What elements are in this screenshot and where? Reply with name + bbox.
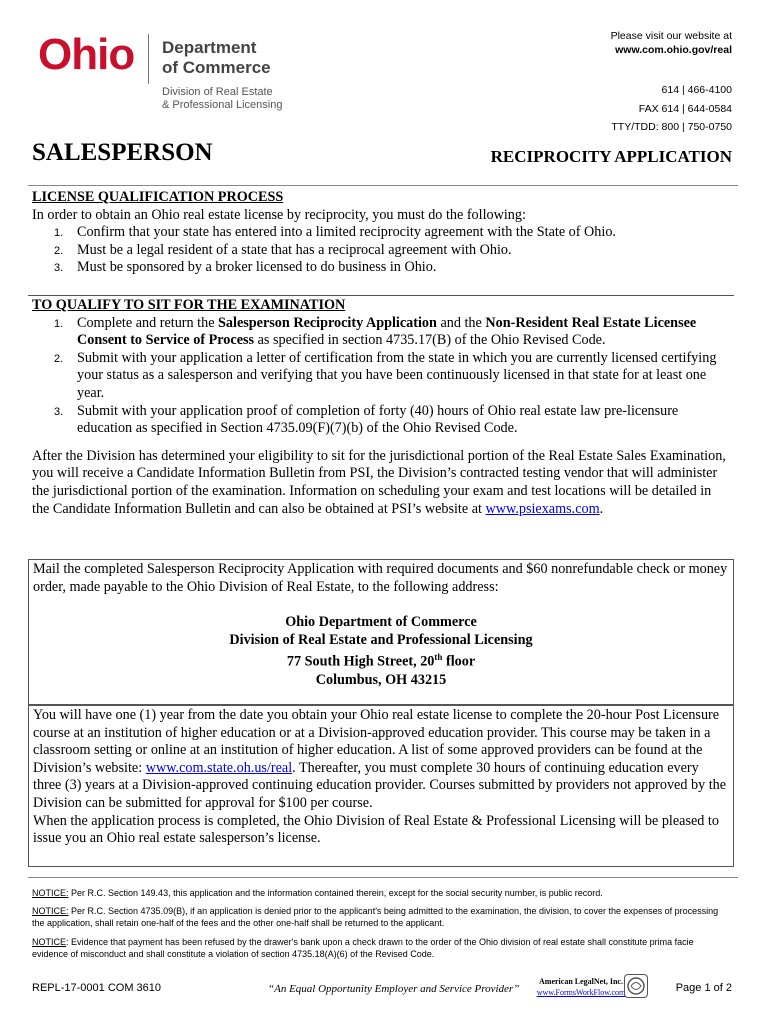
mailing-paragraph: Mail the completed Salesperson Reciprocity Application with required documents and $60 nonrefundable check or money order, made payable to the Ohio Division of Real Estate, to the following address: — [33, 561, 728, 595]
website-label: Please visit our website at — [610, 30, 732, 42]
logo-divider — [148, 34, 149, 84]
list-item: 1. Confirm that your state has entered into a limited reciprocity agreement with the State of Ohio. — [54, 224, 616, 241]
post-licensure-paragraph: You will have one (1) year from the date you obtain your Ohio real estate license to complete the 20-hour Post Licensure course at an institution of higher education or at a Division-approved education provider. This course may be taken in a classroom setting or online at an institution of higher education. A list of some approved providers can be found at the Division’s website: www.com.state.oh.us/real. Thereafter, you must complete 30 hours of continuing education every three (3) years at a Division-approved continuing education provider. Courses submitted by providers not approved by the Division can be submitted for approval for $100 per course. — [33, 707, 727, 811]
address-line-3: 77 South High Street, 20th floor — [286, 652, 476, 671]
ohio-logo: Ohio — [38, 30, 135, 79]
form-id: REPL-17-0001 COM 3610 — [32, 982, 162, 994]
legalnet-logo-icon — [624, 974, 648, 998]
psi-website-link[interactable]: www.psiexams.com — [485, 500, 600, 517]
qualification-section — [28, 188, 734, 296]
list-item: 3. Submit with your application proof of completion of forty (40) hours of Ohio real estate law pre-licensure education as specified in Section 4735.09(F)(7)(b) of the Ohio Revised Code. — [54, 402, 679, 437]
list-item: 1. Complete and return the Salesperson Reciprocity Application and the Non-Resident Real Estate Licensee Consent to Service of Process as specified in section 4735.17(B) of the Ohio Revised Code. — [54, 314, 697, 349]
legalnet-badge — [533, 976, 629, 998]
form-title: SALESPERSON — [32, 139, 213, 166]
post-licensure-section — [28, 705, 734, 867]
address-line-4: Columbus, OH 43215 — [315, 671, 447, 688]
form-subtitle: RECIPROCITY APPLICATION — [490, 147, 732, 166]
qualification-heading: LICENSE QUALIFICATION PROCESS — [32, 189, 284, 205]
legalnet-url[interactable]: www.FormsWorkFlow.com — [536, 988, 626, 997]
address-line-2: Division of Real Estate and Professional Licensing — [229, 631, 533, 648]
address-line-1: Ohio Department of Commerce — [285, 614, 477, 631]
qualification-intro: In order to obtain an Ohio real estate license by reciprocity, you must do the following: — [32, 206, 526, 223]
notice-denied-application: NOTICE: Per R.C. Section 4735.09(B), if an application is denied prior to the applicant's being admitted to the examination, the division, to cover the expenses of processing the application, shall retain one-half of the fees and the other one-half shall be returned to the applicant. — [32, 906, 719, 928]
phone-number: 614 | 466-4100 — [661, 84, 732, 96]
tty-number: TTY/TDD: 800 | 750-0750 — [611, 121, 732, 133]
examination-heading: TO QUALIFY TO SIT FOR THE EXAMINATION — [32, 297, 346, 313]
examination-section — [28, 296, 734, 559]
division-line-2: & Professional Licensing — [162, 99, 283, 111]
list-item: 2. Must be a legal resident of a state that has a reciprocal agreement with Ohio. — [54, 241, 512, 258]
notice-rule — [28, 877, 738, 878]
dept-line-2: of Commerce — [162, 58, 271, 77]
mailing-section — [28, 559, 734, 705]
list-item: 2. Submit with your application a letter of certification from the state in which you are currently licensed certifying your status as a salesperson and verifying that you have been continuously licensed in that state for at least one year. — [54, 349, 717, 401]
examination-list — [32, 315, 730, 438]
department-name — [162, 38, 271, 78]
notice-refused-payment: NOTICE: Evidence that payment has been refused by the drawer's bank upon a check drawn to the order of the Ohio division of real estate shall constitute prima facie evidence of misconduct and shall constitute a violation of section 4735.18(A)(6) of the Revised Code. — [32, 937, 694, 959]
list-item: 3. Must be sponsored by a broker licensed to do business in Ohio. — [54, 259, 437, 276]
title-rule — [28, 185, 738, 186]
issuance-paragraph: When the application process is completed, the Ohio Division of Real Estate & Professional Licensing will be pleased to issue you an Ohio real estate salesperson’s license. — [33, 812, 719, 847]
qualification-list — [32, 224, 730, 277]
notice-public-record: NOTICE: Per R.C. Section 149.43, this application and the information contained therein, except for the social security number, is public record. — [32, 888, 603, 898]
dept-line-1: Department — [162, 38, 257, 57]
page-number: Page 1 of 2 — [675, 982, 732, 994]
division-line-1: Division of Real Estate — [162, 86, 273, 98]
website-url[interactable]: www.com.ohio.gov/real — [615, 44, 732, 56]
division-website-link[interactable]: www.com.state.oh.us/real — [145, 759, 293, 776]
division-name — [162, 86, 282, 112]
examination-paragraph: After the Division has determined your eligibility to sit for the jurisdictional portion of the Real Estate Sales Examination, you will receive a Candidate Information Bulletin from PSI, the Division’s contracted testing vendor that will administer the jurisdictional portion of the examination. Information on scheduling your exam and test locations will be detailed in the Candidate Information Bulletin and can also be obtained at PSI’s website at www.psiexams.com. — [32, 447, 726, 517]
fax-number: FAX 614 | 644-0584 — [638, 103, 732, 115]
legalnet-name: American LegalNet, Inc. — [539, 977, 623, 986]
slogan: “An Equal Opportunity Employer and Service Provider” — [268, 983, 520, 995]
